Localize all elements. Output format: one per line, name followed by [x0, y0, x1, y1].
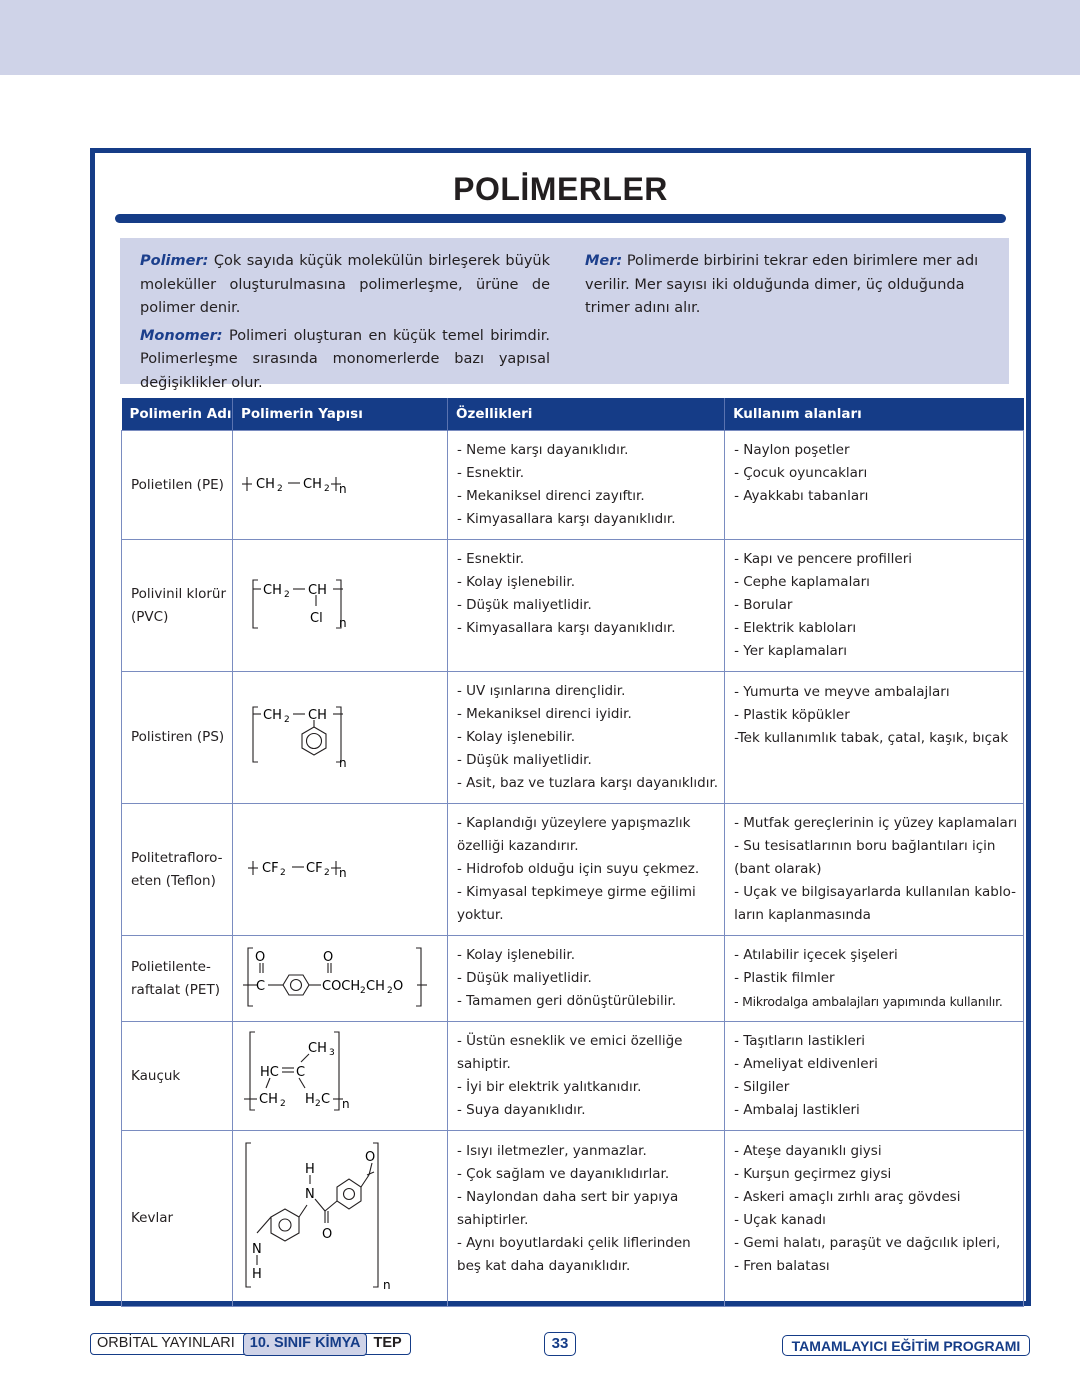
header-uses: Kullanım alanları — [725, 398, 1024, 431]
uses-pe: - Naylon poşetler - Çocuk oyuncakları - Ayakkabı tabanları — [725, 431, 1024, 540]
pe-formula — [233, 431, 447, 535]
tep-label: TEP — [373, 1335, 402, 1351]
mer-definition — [585, 250, 995, 321]
uses-kevlar: - Ateşe dayanıklı giysi - Kurşun geçirmez giysi - Askeri amaçlı zırhlı araç gövdesi - Uçak kanadı - Gemi halatı, paraşüt ve dağcılık ipleri, - Fren balatası — [725, 1131, 1024, 1307]
svg-text:O: O — [323, 950, 334, 965]
page-title: POLİMERLER — [453, 171, 668, 207]
ps-formula — [233, 672, 447, 799]
header-name: Polimerin Adı — [122, 398, 233, 431]
definitions-box — [120, 238, 1009, 391]
svg-text:C: C — [321, 1092, 331, 1107]
class-label: 10. SINIF KİMYA — [243, 1333, 368, 1356]
svg-text:C: C — [256, 979, 266, 994]
table-row — [122, 1022, 1024, 1131]
properties-ps: - UV ışınlarına dirençlidir. - Mekaniksel direnci iyidir. - Kolay işlenebilir. - Düşük maliyetlidir. - Asit, baz ve tuzlara karşı dayanıklıdır. — [448, 672, 725, 804]
svg-text:2: 2 — [280, 868, 286, 878]
svg-text:2: 2 — [284, 715, 290, 725]
svg-text:Cl: Cl — [310, 611, 323, 626]
top-band — [0, 0, 1080, 75]
svg-text:3: 3 — [329, 1048, 335, 1058]
uses-ps: - Yumurta ve meyve ambalajları - Plastik köpükler -Tek kullanımlık tabak, çatal, kaşık, bıçak — [725, 672, 1024, 804]
page-number: 33 — [544, 1332, 576, 1356]
polymer-name: Polietilente- raftalat (PET) — [122, 936, 233, 1022]
title-underline — [115, 214, 1006, 223]
svg-text:N: N — [305, 1187, 315, 1202]
uses-teflon: - Mutfak gereçlerinin iç yüzey kaplamaları - Su tesisatlarının boru bağlantıları için (bant olarak) - Uçak ve bilgisayarlarda kullanılan kablo- ların kaplanmasında — [725, 804, 1024, 936]
program-name: TAMAMLAYICI EĞİTİM PROGRAMI — [782, 1335, 1030, 1356]
properties-teflon: - Kaplandığı yüzeylere yapışmazlık özelliği kazandırır. - Hidrofob olduğu için suyu çekmez. - Kimyasal tepkimeye girme eğilimi yoktur. — [448, 804, 725, 936]
polymer-table — [121, 398, 1024, 1307]
svg-text:n: n — [342, 1097, 350, 1111]
publisher-name: ORBİTAL YAYINLARI — [97, 1335, 235, 1351]
definitions-left — [140, 250, 550, 399]
svg-text:O: O — [322, 1227, 333, 1242]
svg-text:H: H — [305, 1092, 315, 1107]
svg-text:2: 2 — [315, 1099, 321, 1109]
properties-pe: - Neme karşı dayanıklıdır. - Esnektir. - Mekaniksel direnci zayıftır. - Kimyasallara karşı dayanıklıdır. — [448, 431, 725, 540]
table-row — [122, 672, 1024, 804]
structure-kaucuk — [233, 1022, 448, 1131]
pvc-formula — [233, 540, 447, 667]
svg-text:CH: CH — [256, 477, 275, 492]
properties-pet: - Kolay işlenebilir. - Düşük maliyetlidir. - Tamamen geri dönüştürülebilir. — [448, 936, 725, 1022]
structure-pe — [233, 431, 448, 540]
svg-text:CF: CF — [306, 861, 323, 876]
content-frame — [90, 148, 1031, 1306]
svg-text:2: 2 — [280, 1099, 286, 1109]
kaucuk-formula — [233, 1022, 447, 1126]
svg-text:CH: CH — [308, 1041, 327, 1056]
svg-text:CF: CF — [262, 861, 279, 876]
structure-ps — [233, 672, 448, 804]
polymer-name: Kauçuk — [122, 1022, 233, 1131]
svg-text:H: H — [305, 1162, 315, 1177]
svg-text:n: n — [339, 756, 347, 770]
svg-text:O: O — [365, 1150, 376, 1165]
polimer-text: Çok sayıda küçük molekülün birleşerek büyük moleküller oluşturulmasına polimerleşme, ürüne de polimer denir. — [140, 253, 550, 316]
polymer-name: Kevlar — [122, 1131, 233, 1307]
polimer-term: Polimer: — [140, 253, 209, 269]
svg-text:CH: CH — [263, 583, 282, 598]
polymer-name: Politetrafloro- eten (Teflon) — [122, 804, 233, 936]
svg-text:H: H — [252, 1267, 262, 1282]
header-structure: Polimerin Yapısı — [233, 398, 448, 431]
svg-text:n: n — [339, 616, 347, 630]
table-header-row — [122, 398, 1024, 431]
svg-text:CH: CH — [308, 583, 327, 598]
svg-text:n: n — [383, 1278, 391, 1292]
svg-text:CH: CH — [303, 477, 322, 492]
uses-pet: - Atılabilir içecek şişeleri - Plastik filmler - Mikrodalga ambalajları yapımında kullanılır. — [725, 936, 1024, 1022]
svg-text:2: 2 — [277, 484, 283, 494]
svg-text:COCH: COCH — [322, 979, 361, 994]
svg-text:O: O — [393, 979, 404, 994]
mer-text: Polimerde birbirini tekrar eden birimlere mer adı verilir. Mer sayısı iki olduğunda dimer, üç olduğunda trimer adını alır. — [585, 253, 979, 316]
table-row — [122, 1131, 1024, 1307]
svg-text:n: n — [339, 866, 347, 880]
svg-text:n: n — [339, 482, 347, 496]
svg-text:CH: CH — [366, 979, 385, 994]
table-row — [122, 804, 1024, 936]
polymer-name: Polivinil klorür (PVC) — [122, 540, 233, 672]
mer-term: Mer: — [585, 253, 623, 269]
monomer-text: Polimeri oluşturan en küçük temel birimdir. Polimerleşme sırasında monomerlerde bazı yapısal değişiklikler olur. — [140, 327, 551, 391]
pet-formula — [233, 936, 447, 1017]
header-properties: Özellikleri — [448, 398, 725, 431]
svg-text:2: 2 — [360, 986, 366, 996]
table-row — [122, 431, 1024, 540]
footer-publisher-badge — [90, 1333, 411, 1355]
polymer-name: Polietilen (PE) — [122, 431, 233, 540]
polimer-definition — [140, 250, 550, 321]
monomer-definition — [140, 325, 550, 396]
svg-text:N: N — [252, 1242, 262, 1257]
polymer-name: Polistiren (PS) — [122, 672, 233, 804]
table-row — [122, 936, 1024, 1022]
svg-text:CH: CH — [263, 708, 282, 723]
svg-text:2: 2 — [284, 590, 290, 600]
definitions-right — [585, 250, 995, 325]
uses-kaucuk: - Taşıtların lastikleri - Ameliyat eldivenleri - Silgiler - Ambalaj lastikleri — [725, 1022, 1024, 1131]
structure-kevlar — [233, 1131, 448, 1307]
svg-text:2: 2 — [324, 484, 330, 494]
svg-text:2: 2 — [324, 868, 330, 878]
table-row — [122, 540, 1024, 672]
svg-text:HC: HC — [260, 1065, 279, 1080]
svg-text:O: O — [255, 950, 266, 965]
properties-kaucuk: - Üstün esneklik ve emici özelliğe sahiptir. - İyi bir elektrik yalıtkanıdır. - Suya dayanıklıdır. — [448, 1022, 725, 1131]
kevlar-formula — [233, 1131, 447, 1302]
structure-pet — [233, 936, 448, 1022]
teflon-formula — [233, 804, 447, 931]
monomer-term: Monomer: — [140, 327, 223, 344]
svg-text:C: C — [296, 1065, 306, 1080]
structure-pvc — [233, 540, 448, 672]
svg-text:CH: CH — [308, 708, 327, 723]
properties-pvc: - Esnektir. - Kolay işlenebilir. - Düşük maliyetlidir. - Kimyasallara karşı dayanıklıdır. — [448, 540, 725, 672]
svg-text:CH: CH — [259, 1092, 278, 1107]
uses-pvc: - Kapı ve pencere profilleri - Cephe kaplamaları - Borular - Elektrik kabloları - Yer kaplamaları — [725, 540, 1024, 672]
svg-text:2: 2 — [387, 986, 393, 996]
structure-teflon — [233, 804, 448, 936]
properties-kevlar: - Isıyı iletmezler, yanmazlar. - Çok sağlam ve dayanıklıdırlar. - Naylondan daha sert bir yapıya sahiptirler. - Aynı boyutlardaki çelik liflerinden beş kat daha dayanıklıdır. — [448, 1131, 725, 1307]
